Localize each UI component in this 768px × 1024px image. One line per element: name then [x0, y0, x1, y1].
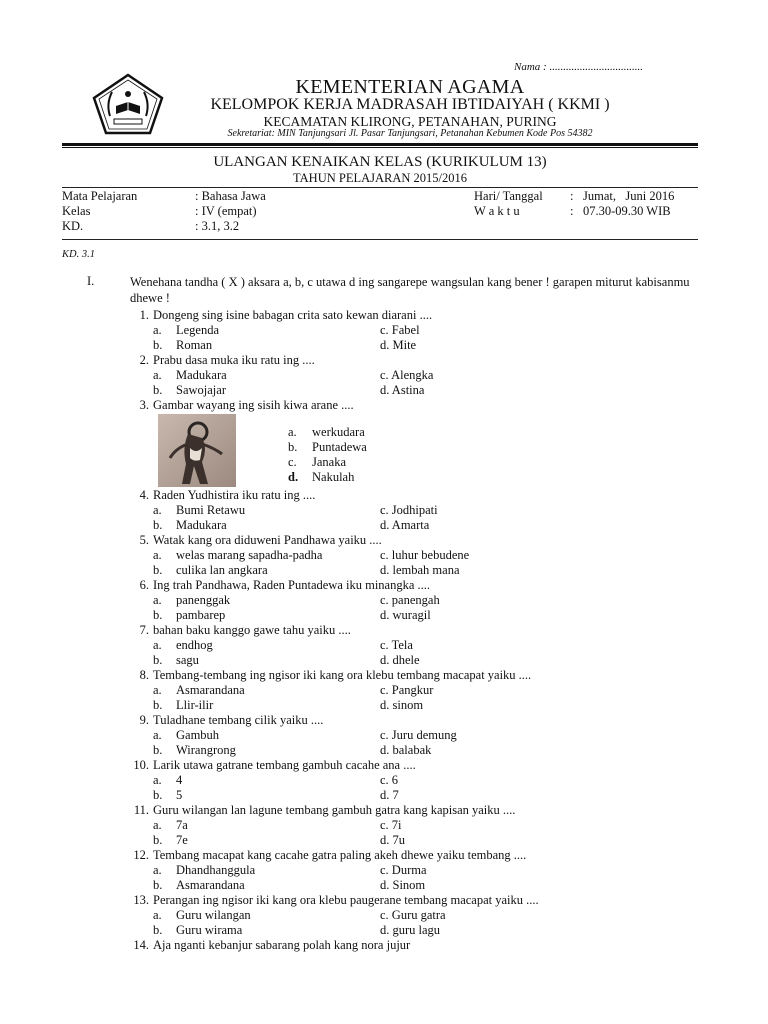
info-value: : 3.1, 3.2: [195, 219, 240, 233]
kemenag-logo-icon: [90, 72, 166, 136]
option-c[interactable]: c. panengah: [380, 593, 440, 607]
option-letter[interactable]: d.: [288, 470, 299, 484]
option-letter[interactable]: b.: [153, 833, 163, 847]
option-c[interactable]: c. Guru gatra: [380, 908, 446, 922]
option-d[interactable]: d. Amarta: [380, 518, 430, 532]
question-text: bahan baku kanggo gawe tahu yaiku ....: [153, 623, 351, 637]
option-letter[interactable]: b.: [288, 440, 298, 454]
option-a[interactable]: Legenda: [176, 323, 220, 337]
info-label: KD.: [62, 219, 84, 233]
option-d[interactable]: d. lembah mana: [380, 563, 460, 577]
option-letter[interactable]: c.: [288, 455, 297, 469]
option-a[interactable]: endhog: [176, 638, 213, 652]
info-value: : Bahasa Jawa: [195, 189, 266, 203]
option-a[interactable]: Guru wilangan: [176, 908, 251, 922]
info-value: Jumat, Juni 2016: [583, 189, 675, 203]
option-a[interactable]: werkudara: [312, 425, 365, 439]
question-number: 10.: [133, 758, 149, 772]
option-letter[interactable]: b.: [153, 338, 163, 352]
option-b[interactable]: culika lan angkara: [176, 563, 268, 577]
ministry-title: KEMENTERIAN AGAMA: [295, 76, 525, 98]
option-letter[interactable]: b.: [153, 653, 163, 667]
option-letter[interactable]: a.: [153, 638, 162, 652]
option-d[interactable]: d. Astina: [380, 383, 425, 397]
option-letter[interactable]: a.: [288, 425, 297, 439]
option-letter[interactable]: a.: [153, 818, 162, 832]
info-label: Mata Pelajaran: [62, 189, 138, 203]
header-rule-thin: [62, 147, 698, 148]
option-letter[interactable]: b.: [153, 518, 163, 532]
option-c[interactable]: c. Durma: [380, 863, 427, 877]
organization-title: KELOMPOK KERJA MADRASAH IBTIDAIYAH ( KKMI ): [210, 96, 610, 113]
option-b[interactable]: Asmarandana: [176, 878, 245, 892]
option-c[interactable]: Janaka: [312, 455, 347, 469]
option-letter[interactable]: a.: [153, 863, 162, 877]
option-c[interactable]: c. Pangkur: [380, 683, 434, 697]
question-text: Prabu dasa muka iku ratu ing ....: [153, 353, 315, 367]
question-number: 9.: [139, 713, 149, 727]
option-c[interactable]: c. Jodhipati: [380, 503, 438, 517]
option-d[interactable]: d. wuragil: [380, 608, 431, 622]
option-letter[interactable]: a.: [153, 683, 162, 697]
option-letter[interactable]: a.: [153, 908, 162, 922]
question-number: 7.: [139, 623, 149, 637]
option-b[interactable]: sagu: [176, 653, 199, 667]
option-c[interactable]: c. Alengka: [380, 368, 434, 382]
option-b[interactable]: Roman: [176, 338, 213, 352]
info-top-rule: [62, 187, 698, 188]
question-number: 12.: [133, 848, 149, 862]
option-b[interactable]: Sawojajar: [176, 383, 226, 397]
option-letter[interactable]: b.: [153, 788, 163, 802]
question-text: Raden Yudhistira iku ratu ing ....: [153, 488, 316, 502]
section-number: I.: [87, 274, 95, 288]
option-letter[interactable]: a.: [153, 593, 162, 607]
option-letter[interactable]: a.: [153, 503, 162, 517]
option-c[interactable]: c. Tela: [380, 638, 413, 652]
info-label: W a k t u: [474, 204, 520, 218]
name-field-label: Nama : ..................................: [514, 61, 643, 73]
option-letter[interactable]: b.: [153, 743, 163, 757]
option-b[interactable]: Madukara: [176, 518, 227, 532]
question-text: Larik utawa gatrane tembang gambuh cacahe ana ....: [153, 758, 416, 772]
info-label: Kelas: [62, 204, 91, 218]
question-number: 5.: [139, 533, 149, 547]
question-number: 4.: [139, 488, 149, 502]
option-letter[interactable]: a.: [153, 548, 162, 562]
secretariat-address: Sekretariat: MIN Tanjungsari Jl. Pasar Tanjungsari, Petanahan Kebumen Kode Pos 54382: [227, 128, 593, 139]
question-number: 6.: [139, 578, 149, 592]
option-b[interactable]: Llir-ilir: [176, 698, 214, 712]
option-letter[interactable]: b.: [153, 878, 163, 892]
question-text: Tembang macapat kang cacahe gatra paling akeh dhewe yaiku tembang ....: [153, 848, 527, 862]
header-rule-thick: [62, 143, 698, 146]
option-d[interactable]: d. dhele: [380, 653, 420, 667]
option-b[interactable]: Puntadewa: [312, 440, 367, 454]
option-letter[interactable]: a.: [153, 773, 162, 787]
question-text: Dongeng sing isine babagan crita sato kewan diarani ....: [153, 308, 433, 322]
option-letter[interactable]: b.: [153, 923, 163, 937]
option-letter[interactable]: b.: [153, 563, 163, 577]
info-value: 07.30-09.30 WIB: [583, 204, 671, 218]
question-text: Ing trah Pandhawa, Raden Puntadewa iku minangka ....: [153, 578, 431, 592]
option-b[interactable]: Wirangrong: [176, 743, 236, 757]
option-letter[interactable]: a.: [153, 323, 162, 337]
option-c[interactable]: c. Juru demung: [380, 728, 457, 742]
info-colon: :: [570, 189, 574, 203]
question-text: Tuladhane tembang cilik yaiku ....: [153, 713, 324, 727]
question-text: Gambar wayang ing sisih kiwa arane ....: [153, 398, 354, 412]
option-a[interactable]: Bumi Retawu: [176, 503, 246, 517]
option-a[interactable]: 4: [176, 773, 183, 787]
kd-label: KD. 3.1: [62, 249, 95, 260]
option-letter[interactable]: a.: [153, 368, 162, 382]
option-letter[interactable]: a.: [153, 728, 162, 742]
option-d[interactable]: d. 7: [380, 788, 399, 802]
option-d[interactable]: d. Sinom: [380, 878, 426, 892]
question-number: 1.: [139, 308, 149, 322]
option-c[interactable]: c. 6: [380, 773, 399, 787]
option-d[interactable]: d. balabak: [380, 743, 432, 757]
option-d[interactable]: d. 7u: [380, 833, 405, 847]
info-colon: :: [570, 204, 574, 218]
option-b[interactable]: 7e: [176, 833, 188, 847]
option-d[interactable]: d. sinom: [380, 698, 424, 712]
question-text: Guru wilangan lan lagune tembang gambuh gatra kang kapisan yaiku ....: [153, 803, 516, 817]
option-a[interactable]: panenggak: [176, 593, 231, 607]
option-c[interactable]: c. luhur bebudene: [380, 548, 470, 562]
question-text: Watak kang ora diduweni Pandhawa yaiku ....: [153, 533, 382, 547]
info-value: : IV (empat): [195, 204, 257, 218]
question-number: 11.: [133, 803, 149, 817]
question-number: 2.: [139, 353, 149, 367]
wayang-puppet-image: [158, 414, 236, 487]
option-b[interactable]: pambarep: [176, 608, 226, 622]
option-d[interactable]: d. guru lagu: [380, 923, 441, 937]
option-a[interactable]: Dhandhanggula: [176, 863, 256, 877]
option-letter[interactable]: b.: [153, 608, 163, 622]
district-title: KECAMATAN KLIRONG, PETANAHAN, PURING: [263, 114, 557, 129]
exam-title: ULANGAN KENAIKAN KELAS (KURIKULUM 13): [213, 154, 547, 170]
info-bottom-rule: [62, 239, 698, 240]
option-a[interactable]: 7a: [176, 818, 188, 832]
question-text: Aja nganti kebanjur sabarang polah kang nora jujur: [153, 938, 411, 952]
question-number: 8.: [139, 668, 149, 682]
question-text: Tembang-tembang ing ngisor iki kang ora klebu tembang macapat yaiku ....: [153, 668, 532, 682]
option-c[interactable]: c. 7i: [380, 818, 402, 832]
option-b[interactable]: Guru wirama: [176, 923, 243, 937]
section-instruction: Wenehana tandha ( X ) aksara a, b, c utawa d ing sangarepe wangsulan kang bener ! garapen miturut kabisanmu dhewe !: [130, 275, 690, 305]
option-a[interactable]: welas marang sapadha-padha: [176, 548, 323, 562]
option-letter[interactable]: b.: [153, 698, 163, 712]
option-letter[interactable]: b.: [153, 383, 163, 397]
question-number: 14.: [133, 938, 149, 952]
option-a[interactable]: Gambuh: [176, 728, 220, 742]
question-number: 13.: [133, 893, 149, 907]
option-d[interactable]: d. Mite: [380, 338, 417, 352]
question-text: Perangan ing ngisor iki kang ora klebu paugerane tembang macapat yaiku ....: [153, 893, 539, 907]
option-d[interactable]: Nakulah: [312, 470, 355, 484]
info-label: Hari/ Tanggal: [474, 189, 543, 203]
option-b[interactable]: 5: [176, 788, 183, 802]
exam-year: TAHUN PELAJARAN 2015/2016: [293, 171, 467, 185]
option-a[interactable]: Madukara: [176, 368, 227, 382]
option-c[interactable]: c. Fabel: [380, 323, 420, 337]
option-a[interactable]: Asmarandana: [176, 683, 245, 697]
question-number: 3.: [139, 398, 149, 412]
